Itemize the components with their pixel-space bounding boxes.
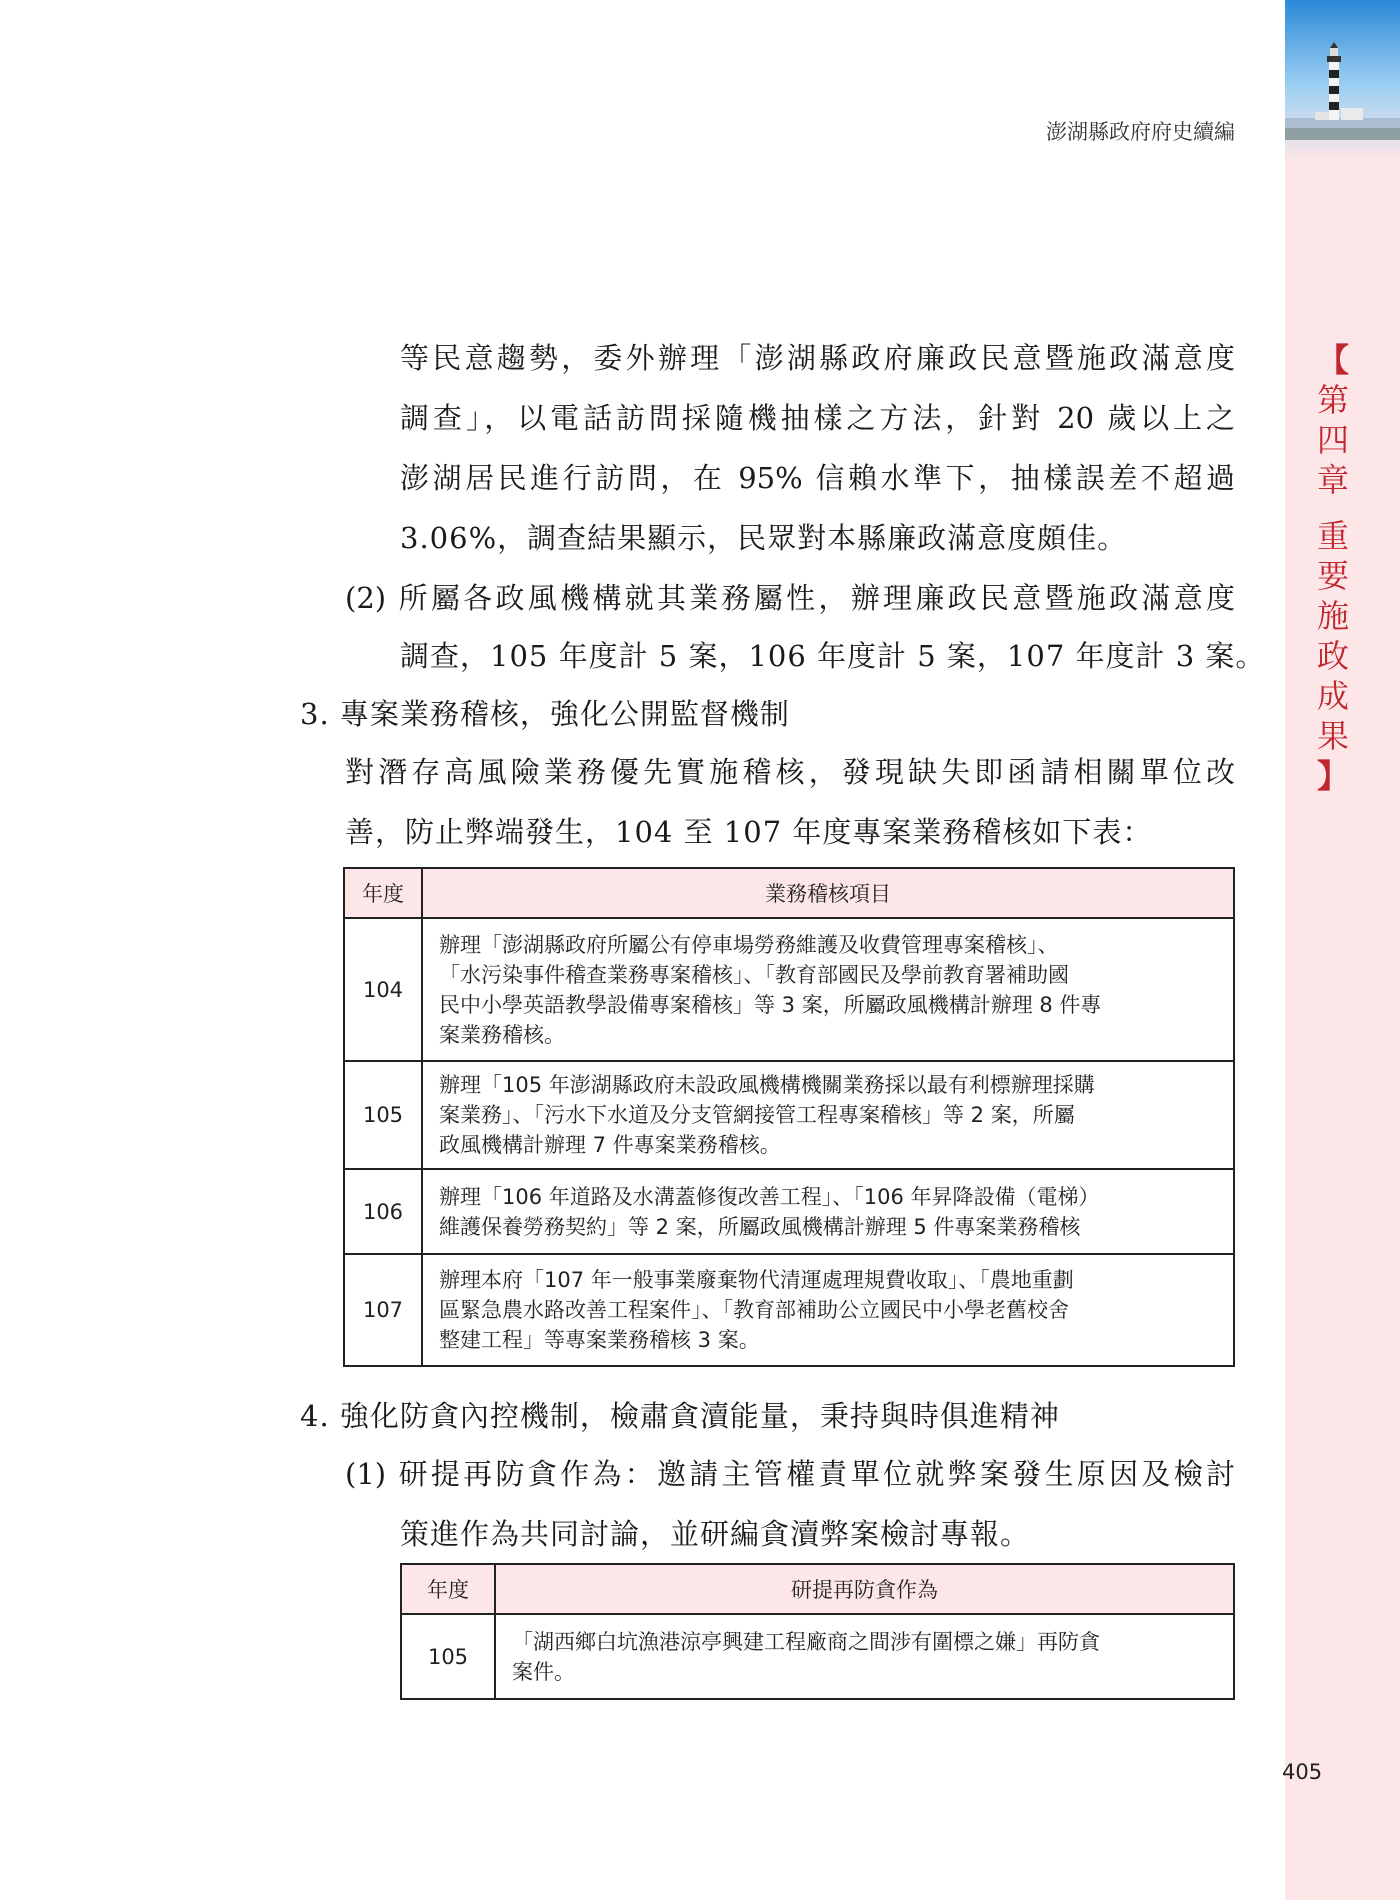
desc-line: 辦理「澎湖縣政府所屬公有停車場勞務維護及收費管理專案稽核」、: [439, 932, 1059, 957]
chapter-char: 章: [1316, 461, 1349, 499]
running-title: 澎湖縣政府府史續編: [1046, 120, 1235, 144]
body-line: 調查，105 年度計 5 案，106 年度計 5 案，107 年度計 3 案。: [400, 639, 1266, 673]
chapter-char: 施: [1316, 597, 1349, 635]
body-line: 調查」，以電話訪問採隨機抽樣之方法，針對 20 歲以上之: [400, 401, 1235, 435]
table-row: [344, 918, 1234, 1061]
table-row: [344, 1169, 1234, 1254]
desc-line: 「水污染事件稽查業務專案稽核」、「教育部國民及學前教育署補助國: [439, 962, 1069, 987]
body-line: 對潛存高風險業務優先實施稽核，發現缺失即函請相關單位改: [345, 755, 1235, 789]
row-desc: [422, 1061, 1234, 1169]
chapter-gap: [1308, 500, 1358, 516]
table-row: [401, 1614, 1234, 1699]
desc-line: 辦理「105 年澎湖縣政府未設政風機構機關業務採以最有利標辦理採購: [439, 1073, 1095, 1097]
section-heading: 4. 強化防貪內控機制，檢肅貪瀆能量，秉持與時俱進精神: [300, 1399, 1060, 1433]
desc-line: 案業務稽核。: [439, 1022, 565, 1047]
table-header-row: [344, 868, 1234, 918]
col-header-item: 研提再防貪作為: [495, 1564, 1234, 1614]
chapter-char: 第: [1316, 381, 1349, 419]
desc-line: 整建工程」等專案業務稽核 3 案。: [439, 1328, 760, 1352]
desc-line: 「湖西鄉白坑漁港涼亭興建工程廠商之間涉有圍標之嫌」再防貪: [512, 1629, 1100, 1654]
body-line: (2) 所屬各政風機構就其業務屬性，辦理廉政民意暨施政滿意度: [345, 581, 1235, 615]
row-year: 107: [344, 1254, 422, 1366]
table-header-row: [401, 1564, 1234, 1614]
side-band: [1285, 0, 1400, 1900]
body-line: 策進作為共同討論，並研編貪瀆弊案檢討專報。: [400, 1517, 1031, 1551]
col-header-year: 年度: [344, 868, 422, 918]
col-header-item: 業務稽核項目: [422, 868, 1234, 918]
desc-line: 辦理「106 年道路及水溝蓋修復改善工程」、「106 年昇降設備（電梯）: [439, 1184, 1100, 1209]
section-heading: 3. 專案業務稽核，強化公開監督機制: [300, 697, 790, 731]
desc-line: 辦理本府「107 年一般事業廢棄物代清運處理規費收取」、「農地重劃: [439, 1268, 1074, 1292]
chapter-char: 果: [1316, 717, 1349, 755]
row-year: 105: [344, 1061, 422, 1169]
table-row: [344, 1061, 1234, 1169]
desc-line: 維護保養勞務契約」等 2 案，所屬政風機構計辦理 5 件專案業務稽核: [439, 1214, 1081, 1239]
chapter-char: 四: [1316, 421, 1349, 459]
chapter-tab: [1308, 340, 1358, 796]
row-year: 105: [401, 1614, 495, 1699]
body-line: 澎湖居民進行訪問，在 95% 信賴水準下，抽樣誤差不超過: [400, 461, 1235, 495]
row-desc: [422, 918, 1234, 1061]
row-desc: [422, 1169, 1234, 1254]
chapter-bracket-close: 】: [1316, 757, 1349, 795]
chapter-char: 重: [1316, 517, 1349, 555]
chapter-char: 成: [1316, 677, 1349, 715]
desc-line: 案件。: [512, 1659, 575, 1684]
chapter-char: 政: [1316, 637, 1349, 675]
desc-line: 民中小學英語教學設備專案稽核」等 3 案，所屬政風機構計辦理 8 件專: [439, 992, 1102, 1017]
chapter-bracket-open: 【: [1316, 341, 1349, 379]
row-desc: [422, 1254, 1234, 1366]
chapter-char: 要: [1316, 557, 1349, 595]
desc-line: 政風機構計辦理 7 件專案業務稽核。: [439, 1133, 781, 1157]
body-line: 等民意趨勢，委外辦理「澎湖縣政府廉政民意暨施政滿意度: [400, 341, 1235, 375]
row-desc: [495, 1614, 1234, 1699]
body-line: (1) 研提再防貪作為：邀請主管權責單位就弊案發生原因及檢討: [345, 1457, 1235, 1491]
anti-corruption-table: [400, 1563, 1235, 1700]
row-year: 106: [344, 1169, 422, 1254]
table-row: [344, 1254, 1234, 1366]
col-header-year: 年度: [401, 1564, 495, 1614]
body-line: 3.06%，調查結果顯示，民眾對本縣廉政滿意度頗佳。: [400, 521, 1128, 555]
desc-line: 案業務」、「污水下水道及分支管網接管工程專案稽核」等 2 案，所屬: [439, 1103, 1075, 1127]
audit-table: [343, 867, 1235, 1367]
lighthouse-photo: [1285, 0, 1400, 160]
body-line: 善，防止弊端發生，104 至 107 年度專案業務稽核如下表：: [345, 815, 1153, 849]
desc-line: 區緊急農水路改善工程案件」、「教育部補助公立國民中小學老舊校舍: [439, 1298, 1069, 1322]
page-number: 405: [1282, 1760, 1323, 1784]
row-year: 104: [344, 918, 422, 1061]
